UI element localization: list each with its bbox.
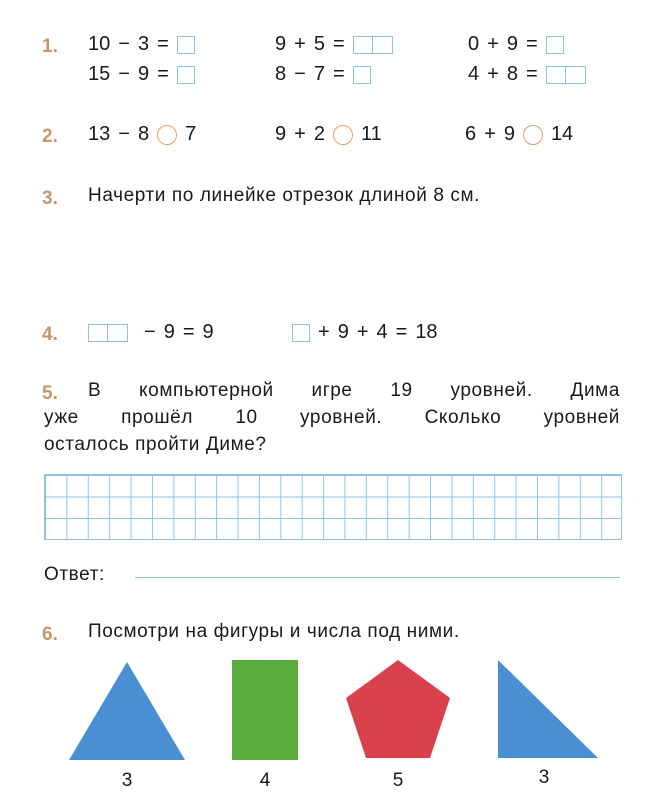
- task2-compare-3: 6 + 9 14: [465, 123, 574, 145]
- task1-number: 1.: [42, 36, 58, 57]
- task1-eq-2-3: 4 + 8 =: [468, 63, 586, 86]
- answer-box[interactable]: [177, 66, 195, 84]
- figure-label-2: 4: [259, 770, 271, 791]
- answer-box[interactable]: [353, 66, 371, 84]
- task2-compare-2: 9 + 2 11: [275, 123, 382, 145]
- answer-box[interactable]: [546, 36, 564, 54]
- answer-box-double[interactable]: [546, 66, 586, 84]
- task6-number: 6.: [42, 624, 58, 645]
- task1-eq-1-3: 0 + 9 =: [468, 33, 564, 56]
- solution-grid[interactable]: [44, 474, 622, 540]
- figure-label-3: 5: [392, 770, 404, 791]
- figure-label-4: 3: [538, 767, 550, 788]
- figure-pentagon: [346, 660, 450, 758]
- figure-right-triangle: [498, 660, 598, 758]
- task1-eq-2-1: 15 − 9 =: [88, 63, 195, 86]
- task2-number: 2.: [42, 126, 58, 147]
- answer-label: Ответ:: [44, 564, 105, 585]
- answer-box[interactable]: [292, 324, 310, 342]
- compare-circle[interactable]: [157, 125, 177, 145]
- task1-eq-1-1: 10 − 3 =: [88, 33, 195, 56]
- task3-number: 3.: [42, 188, 58, 209]
- task4-eq-2: + 9 + 4 = 18: [292, 321, 438, 344]
- figure-label-1: 3: [121, 770, 133, 791]
- figure-triangle: [69, 662, 185, 760]
- task5-line1: В компьютерной игре 19 уровней. Дима: [88, 380, 620, 401]
- figures-area: [0, 650, 647, 765]
- answer-box-double[interactable]: [88, 324, 128, 342]
- answer-box[interactable]: [177, 36, 195, 54]
- task4-number: 4.: [42, 324, 58, 345]
- answer-line[interactable]: [135, 577, 620, 578]
- task3-text: Начерти по линейке отрезок длиной 8 см.: [88, 185, 481, 206]
- compare-circle[interactable]: [333, 125, 353, 145]
- figure-rectangle: [232, 660, 298, 760]
- task2-compare-1: 13 − 8 7: [88, 123, 197, 145]
- task5-number: 5.: [42, 383, 58, 404]
- task1-eq-2-2: 8 − 7 =: [275, 63, 371, 86]
- answer-box-double[interactable]: [353, 36, 393, 54]
- task4-eq-1: − 9 = 9: [88, 321, 214, 344]
- task6-text: Посмотри на фигуры и числа под ними.: [88, 621, 460, 642]
- task5-line3: осталось пройти Диме?: [44, 434, 267, 455]
- compare-circle[interactable]: [523, 125, 543, 145]
- task5-line2: уже прошёл 10 уровней. Сколько уровней: [44, 407, 620, 428]
- task1-eq-1-2: 9 + 5 =: [275, 33, 393, 56]
